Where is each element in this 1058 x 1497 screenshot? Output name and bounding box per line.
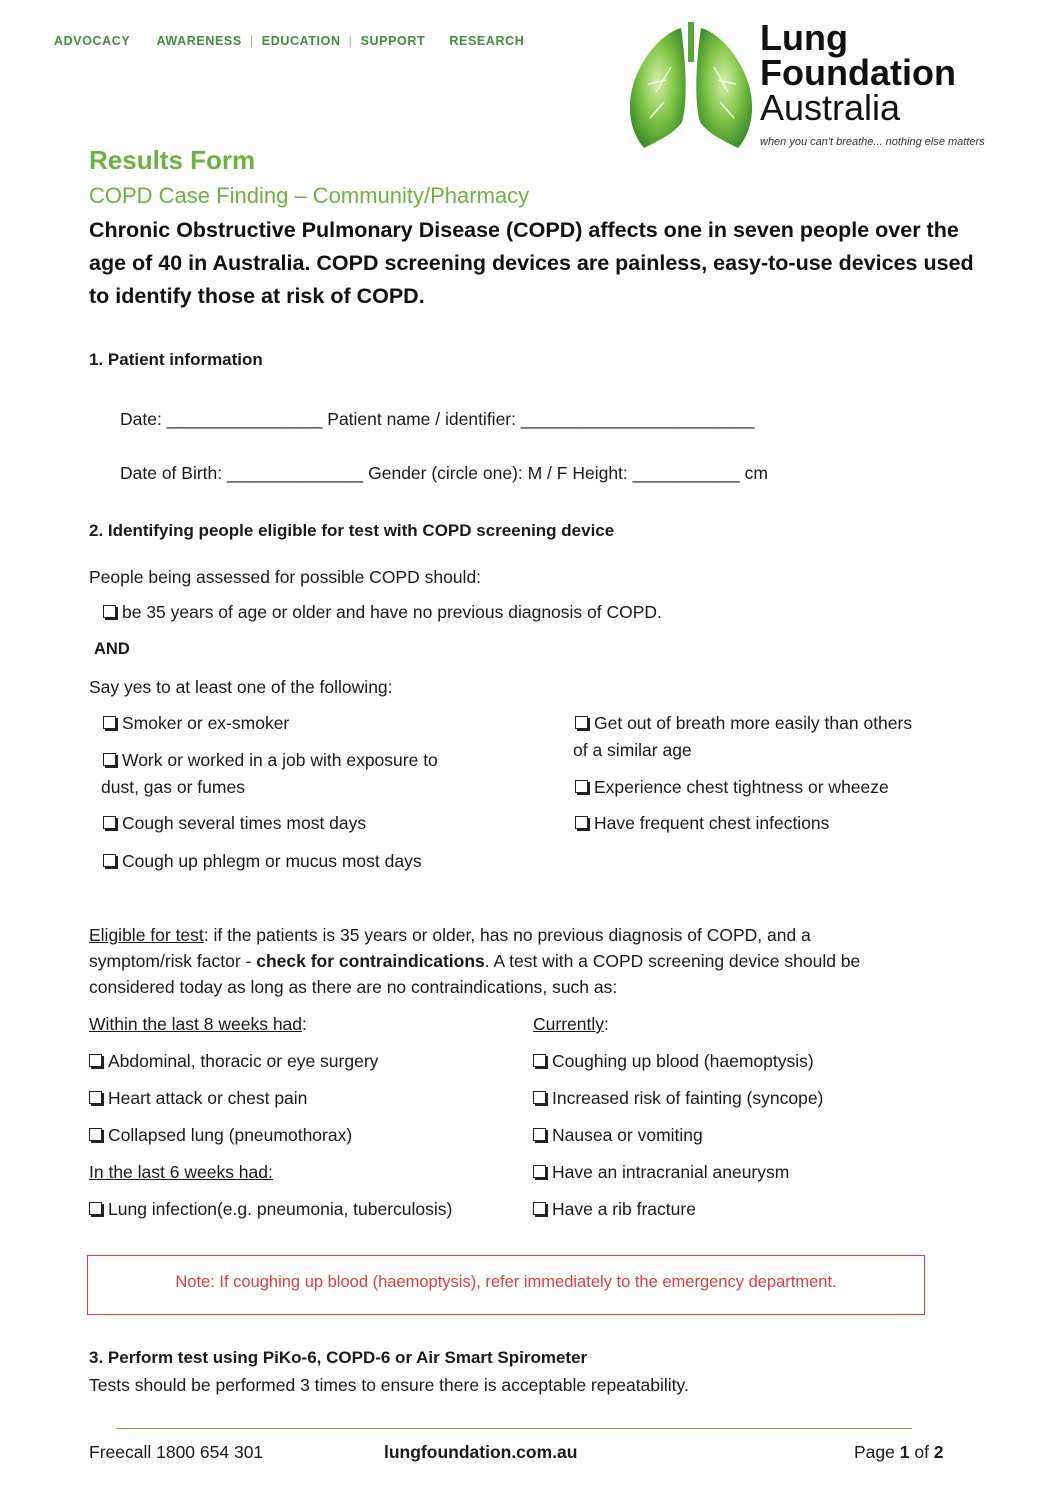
logo-line-foundation: Foundation — [760, 52, 956, 93]
page-total: 2 — [933, 1442, 944, 1462]
nav-education: EDUCATION — [261, 34, 341, 48]
date-name-line: Date: ________________ Patient name / identifier: ________________________ — [120, 409, 755, 429]
symptom-item — [575, 810, 829, 837]
eligible-text: : if the patients is 35 years or older, has no previous diagnosis of COPD, and a — [203, 925, 811, 945]
nav-support: SUPPORT — [360, 34, 426, 48]
contraindications-emphasis: check for contraindications — [256, 951, 485, 971]
checkbox-icon[interactable] — [575, 816, 588, 829]
eligible-line-3: considered today as long as there are no contraindications, such as: — [89, 977, 618, 997]
currently-heading: Currently: — [533, 1014, 609, 1034]
contraindication-item — [533, 1048, 814, 1075]
checkbox-icon[interactable] — [103, 753, 116, 766]
symptom-label: Smoker or ex-smoker — [122, 713, 290, 733]
checkbox-icon[interactable] — [89, 1054, 102, 1067]
checkbox-icon[interactable] — [89, 1091, 102, 1104]
footer-divider — [116, 1428, 912, 1429]
contraindication-label: Abdominal, thoracic or eye surgery — [108, 1051, 379, 1071]
logo-wordmark — [760, 17, 956, 128]
say-yes-lead: Say yes to at least one of the following: — [89, 677, 393, 697]
symptom-label-cont: dust, gas or fumes — [101, 777, 245, 797]
contraindication-label: Heart attack or chest pain — [108, 1088, 308, 1108]
eligible-line-2 — [89, 948, 860, 975]
checkbox-icon[interactable] — [89, 1202, 102, 1215]
intro-paragraph: Chronic Obstructive Pulmonary Disease (COPD) affects one in seven people over the age of 40 in Australia. COPD screening devices are painless, easy-to-use devices used to identify those at risk of COPD. — [89, 218, 974, 308]
logo-line-lung: Lung — [760, 17, 848, 58]
age-criterion-item — [103, 599, 662, 626]
contraindication-label: Have a rib fracture — [552, 1199, 696, 1219]
checkbox-icon[interactable] — [103, 816, 116, 829]
section3-text: Tests should be performed 3 times to ensure there is acceptable repeatability. — [89, 1375, 689, 1395]
contraindication-item — [89, 1085, 307, 1112]
section1-heading: 1. Patient information — [89, 350, 263, 369]
contraindication-label: Lung infection(e.g. pneumonia, tuberculosis) — [108, 1199, 453, 1219]
symptom-item — [103, 747, 438, 774]
dob-gender-height-line: Date of Birth: ______________ Gender (circle one): M / F Height: ___________ cm — [120, 463, 768, 483]
section3-heading: 3. Perform test using PiKo-6, COPD-6 or Air Smart Spirometer — [89, 1348, 588, 1367]
page-prefix: Page — [854, 1442, 900, 1462]
checkbox-icon[interactable] — [533, 1054, 546, 1067]
checkbox-icon[interactable] — [89, 1128, 102, 1141]
contraindication-label: Coughing up blood (haemoptysis) — [552, 1051, 814, 1071]
checkbox-icon[interactable] — [533, 1165, 546, 1178]
footer-page-number — [854, 1442, 944, 1463]
last-6-weeks-heading: In the last 6 weeks had: — [89, 1162, 273, 1182]
symptom-item — [103, 848, 422, 875]
contraindication-item — [533, 1196, 696, 1223]
logo-line-australia: Australia — [760, 87, 901, 128]
contraindication-item — [533, 1085, 823, 1112]
footer-phone: Freecall 1800 654 301 — [89, 1442, 264, 1462]
lungs-logo-icon — [626, 22, 756, 154]
symptom-label: Cough up phlegm or mucus most days — [122, 851, 422, 871]
contraindication-item — [533, 1159, 789, 1186]
within-8-weeks-heading: Within the last 8 weeks had: — [89, 1014, 307, 1034]
symptom-label: Work or worked in a job with exposure to — [122, 750, 438, 770]
symptom-label-cont: of a similar age — [573, 740, 692, 760]
and-label: AND — [94, 640, 130, 658]
symptom-item — [103, 710, 289, 737]
symptom-label: Experience chest tightness or wheeze — [594, 777, 889, 797]
eligible-label: Eligible for test — [89, 925, 204, 945]
eligible-text: symptom/risk factor - — [89, 951, 257, 971]
contraindication-label: Increased risk of fainting (syncope) — [552, 1088, 824, 1108]
section2-heading: 2. Identifying people eligible for test with COPD screening device — [89, 521, 615, 540]
footer-website-link[interactable]: lungfoundation.com.au — [384, 1442, 578, 1462]
symptom-label: Cough several times most days — [122, 813, 367, 833]
symptom-item — [103, 810, 366, 837]
checkbox-icon[interactable] — [103, 854, 116, 867]
top-nav: ADVOCACY AWARENESS | EDUCATION | SUPPORT RESEARCH — [54, 34, 525, 48]
contraindication-item — [89, 1122, 352, 1149]
eligible-line-1 — [89, 922, 811, 949]
contraindication-label: Nausea or vomiting — [552, 1125, 703, 1145]
symptom-item — [575, 774, 889, 801]
page-current: 1 — [899, 1442, 910, 1462]
assessment-lead: People being assessed for possible COPD should: — [89, 567, 482, 587]
emergency-note-text: Note: If coughing up blood (haemoptysis), refer immediately to the emergency department. — [175, 1273, 837, 1291]
symptom-item — [575, 710, 912, 737]
checkbox-icon[interactable] — [533, 1128, 546, 1141]
page-title: Results Form — [89, 145, 256, 175]
contraindication-item — [533, 1122, 703, 1149]
checkbox-icon[interactable] — [533, 1202, 546, 1215]
checkbox-icon[interactable] — [575, 716, 588, 729]
checkbox-icon[interactable] — [575, 780, 588, 793]
currently-label: Currently — [533, 1014, 604, 1034]
logo-tagline: when you can't breathe... nothing else matters — [760, 136, 985, 148]
contraindication-item — [89, 1048, 378, 1075]
nav-awareness: AWARENESS — [156, 34, 242, 48]
contraindication-item — [89, 1196, 452, 1223]
checkbox-icon[interactable] — [533, 1091, 546, 1104]
page-of: of — [909, 1442, 934, 1462]
eligible-text: . A test with a COPD screening device should be — [484, 951, 861, 971]
age-criterion-label: be 35 years of age or older and have no previous diagnosis of COPD. — [122, 602, 662, 622]
within-8-weeks-label: Within the last 8 weeks had — [89, 1014, 303, 1034]
nav-advocacy: ADVOCACY — [54, 34, 131, 48]
checkbox-icon[interactable] — [103, 716, 116, 729]
contraindication-label: Collapsed lung (pneumothorax) — [108, 1125, 353, 1145]
contraindication-label: Have an intracranial aneurysm — [552, 1162, 790, 1182]
page-subtitle: COPD Case Finding – Community/Pharmacy — [89, 183, 530, 208]
checkbox-icon[interactable] — [103, 605, 116, 618]
symptom-label: Get out of breath more easily than others — [594, 713, 913, 733]
symptom-label: Have frequent chest infections — [594, 813, 830, 833]
nav-research: RESEARCH — [449, 34, 525, 48]
